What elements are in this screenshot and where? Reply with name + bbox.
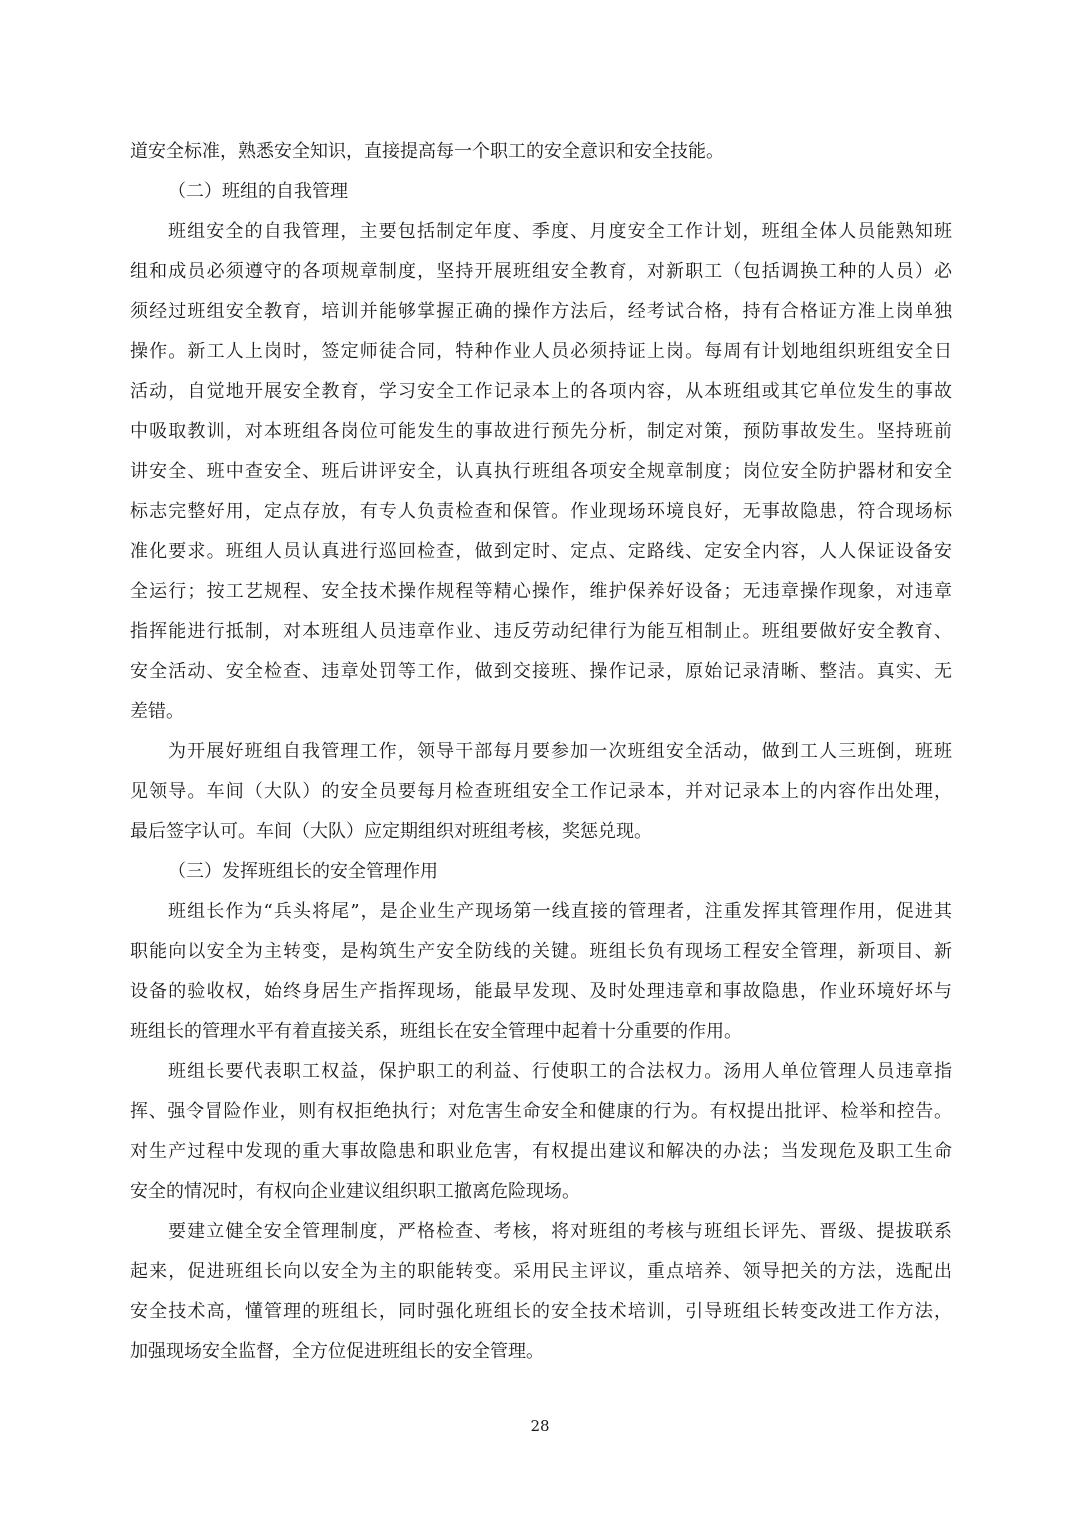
document-body bbox=[130, 132, 952, 1372]
section-heading: （三）发挥班组长的安全管理作用 bbox=[168, 861, 438, 882]
page-number: 28 bbox=[530, 1417, 550, 1435]
text-line: 班组长作为“兵头将尾”，是企业生产现场第一线直接的管理者，注重发挥其管理作用，促进其 bbox=[168, 901, 952, 922]
text-line: 讲安全、班中查安全、班后讲评安全，认真执行班组各项安全规章制度；岗位安全防护器材和安全 bbox=[130, 461, 952, 482]
text-line: 操作。新工人上岗时，签定师徒合同，特种作业人员必须持证上岗。每周有计划地组织班组安全日 bbox=[130, 341, 952, 362]
text-line: 最后签字认可。车间（大队）应定期组织对班组考核，奖惩兑现。 bbox=[130, 821, 652, 842]
text-line: 见领导。车间（大队）的安全员要每月检查班组安全工作记录本，并对记录本上的内容作出处理， bbox=[130, 781, 952, 802]
text-line: 设备的验收权，始终身居生产指挥现场，能最早发现、及时处理违章和事故隐患，作业环境好坏与 bbox=[130, 981, 952, 1002]
text-line: 班组长的管理水平有着直接关系，班组长在安全管理中起着十分重要的作用。 bbox=[130, 1021, 742, 1042]
text-line: 须经过班组安全教育，培训并能够掌握正确的操作方法后，经考试合格，持有合格证方准上岗单独 bbox=[130, 301, 952, 322]
text-line: 挥、强令冒险作业，则有权拒绝执行；对危害生命安全和健康的行为。有权提出批评、检举和控告。 bbox=[130, 1101, 952, 1122]
text-line: 差错。 bbox=[130, 701, 184, 722]
text-line: 指挥能进行抵制，对本班组人员违章作业、违反劳动纪律行为能互相制止。班组要做好安全教育、 bbox=[130, 621, 952, 642]
text-line: 加强现场安全监督，全方位促进班组长的安全管理。 bbox=[130, 1341, 544, 1362]
text-line: 安全活动、安全检查、违章处罚等工作，做到交接班、操作记录，原始记录清晰、整洁。真实、无 bbox=[130, 661, 952, 682]
text-line: 全运行；按工艺规程、安全技术操作规程等精心操作，维护保养好设备；无违章操作现象，对违章 bbox=[130, 581, 952, 602]
text-line: 安全技术高，懂管理的班组长，同时强化班组长的安全技术培训，引导班组长转变改进工作方法， bbox=[130, 1301, 952, 1322]
text-line: 标志完整好用，定点存放，有专人负责检查和保管。作业现场环境良好，无事故隐患，符合现场标 bbox=[130, 501, 952, 522]
text-line: 准化要求。班组人员认真进行巡回检查，做到定时、定点、定路线、定安全内容，人人保证设备安 bbox=[130, 541, 952, 562]
text-line: 道安全标准，熟悉安全知识，直接提高每一个职工的安全意识和安全技能。 bbox=[130, 141, 724, 162]
text-line: 组和成员必须遵守的各项规章制度，坚持开展班组安全教育，对新职工（包括调换工种的人员）必 bbox=[130, 261, 952, 282]
text-line: 职能向以安全为主转变，是构筑生产安全防线的关键。班组长负有现场工程安全管理，新项目、新 bbox=[130, 941, 952, 962]
text-line: 要建立健全安全管理制度，严格检查、考核，将对班组的考核与班组长评先、晋级、提拔联系 bbox=[168, 1221, 952, 1242]
text-line: 活动，自觉地开展安全教育，学习安全工作记录本上的各项内容，从本班组或其它单位发生的事故 bbox=[130, 381, 952, 402]
text-line: 班组长要代表职工权益，保护职工的利益、行使职工的合法权力。汤用人单位管理人员违章指 bbox=[168, 1061, 952, 1082]
text-line: 中吸取教训，对本班组各岗位可能发生的事故进行预先分析，制定对策，预防事故发生。坚持班前 bbox=[130, 421, 952, 442]
section-heading: （二）班组的自我管理 bbox=[168, 181, 348, 202]
text-line: 起来，促进班组长向以安全为主的职能转变。采用民主评议，重点培养、领导把关的方法，选配出 bbox=[130, 1261, 952, 1282]
text-line: 对生产过程中发现的重大事故隐患和职业危害，有权提出建议和解决的办法；当发现危及职工生命 bbox=[130, 1141, 952, 1162]
text-line: 班组安全的自我管理，主要包括制定年度、季度、月度安全工作计划，班组全体人员能熟知班 bbox=[168, 221, 952, 242]
text-line: 安全的情况时，有权向企业建议组织职工撤离危险现场。 bbox=[130, 1181, 580, 1202]
text-line: 为开展好班组自我管理工作，领导干部每月要参加一次班组安全活动，做到工人三班倒，班班 bbox=[168, 741, 952, 762]
